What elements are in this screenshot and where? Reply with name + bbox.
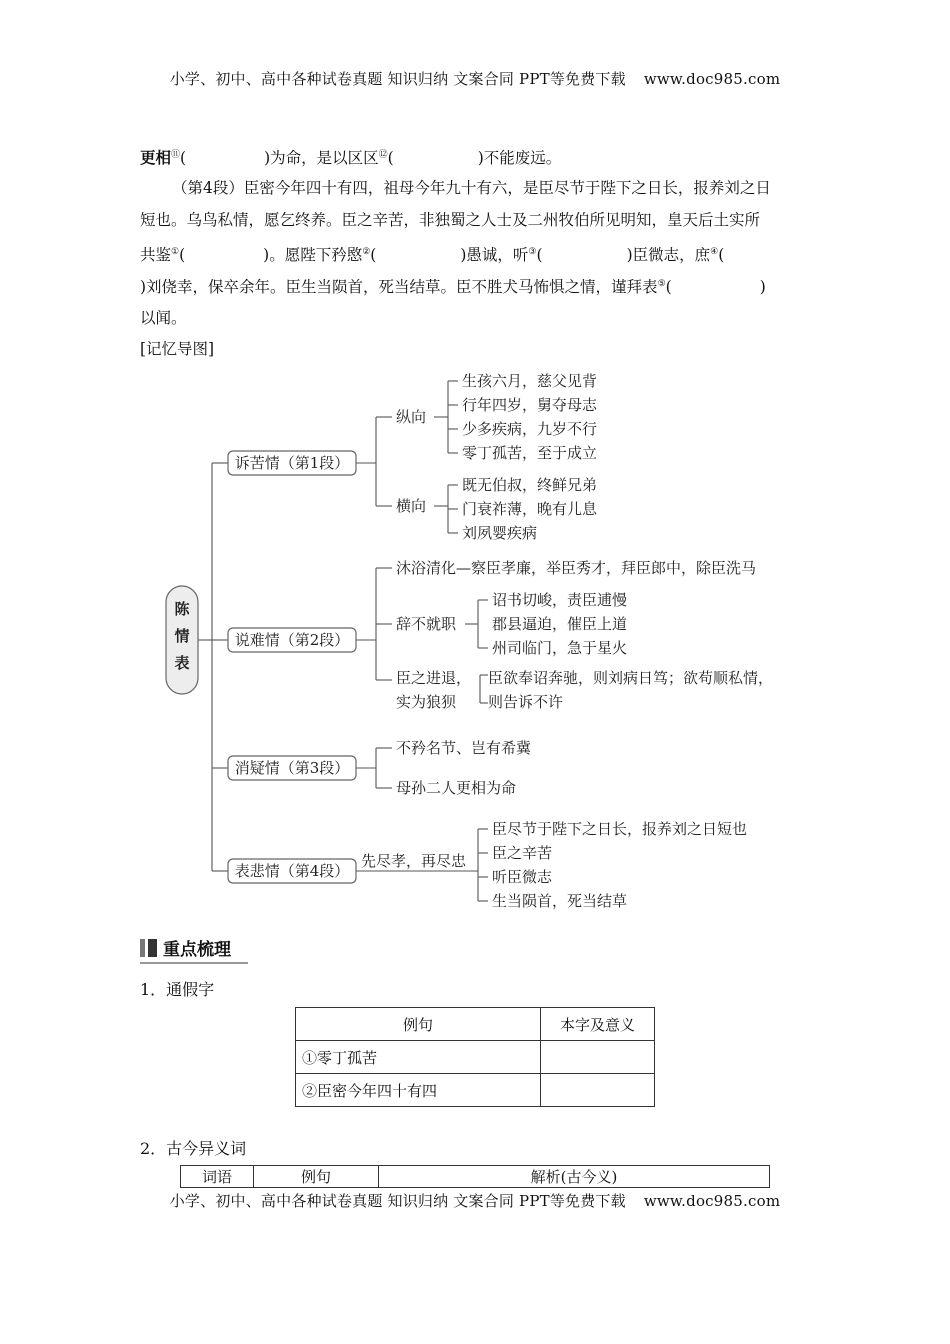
heading-bar-icon [148,939,157,957]
text-segment: )。愿陛下矜愍 [263,246,363,265]
table-header-cell: 例句 [254,1166,379,1188]
text-segment: )臣微志，庶 [626,246,711,265]
branch-node-2 [228,628,356,652]
text-segment: )刘侥幸，保卒余年。臣生当陨首，死当结草。臣不胜犬马怖惧之情，谨拜表 [140,278,658,297]
table-header-cell: 本字及意义 [541,1008,655,1041]
table-row [296,1074,655,1107]
paren-open: ( [536,246,543,265]
section-heading [140,935,231,960]
table-header-cell: 例句 [296,1008,541,1041]
sub-label-cibujiuzhi: 辞不就职 [396,615,457,633]
table-tongjiazi [295,1007,655,1107]
mindmap-label: [记忆导图] [140,340,215,358]
table-cell: ①零丁孤苦 [296,1041,541,1074]
branch-label-3: 消疑情（第3段） [234,759,350,777]
paren-open: ( [179,246,186,265]
term-gengxiang: 更相 [140,148,172,168]
header-text: 小学、初中、高中各种试卷真题 知识归纳 文案合同 PPT等免费下载 [169,70,626,88]
leaf-item: 既无伯叔，终鲜兄弟 [462,476,598,494]
paren-open: ( [180,149,187,168]
header-site: www.doc985.com [643,70,781,88]
leaf-item: 臣欲奉诏奔驰，则刘病日笃；欲苟顺私情， [488,669,774,687]
leaf-item: 臣尽节于陛下之日长，报养刘之日短也 [492,820,748,838]
section-title: 重点梳理 [163,940,231,960]
sub-label-hengxiang: 横向 [396,497,427,515]
passage-line-2: （第4段）臣密今年四十有四，祖母今年九十有六，是臣尽节于陛下之日长，报养刘之日 [172,179,771,197]
leaf-item: 听臣微志 [492,868,553,886]
table-header-row [296,1008,655,1041]
branch-node-1 [228,451,356,475]
heading-bar-icon [140,939,145,957]
text-segment: )愚诚，听 [460,246,529,265]
passage-line-3: 短也。乌鸟私情，愿乞终养。臣之辛苦，非独蜀之人士及二州牧伯所见明知，皇天后土实所 [140,211,761,229]
term-gongjian: 共鉴 [140,246,172,265]
leaf-item: 郡县逼迫，催臣上道 [492,615,628,633]
note-marker: ⑫ [378,150,388,160]
branch-node-4 [228,859,356,883]
paren-open: ( [718,246,725,265]
leaf-item: 门衰祚薄，晚有儿息 [462,500,598,518]
mindmap-root-node [166,586,198,694]
leaf-item: 行年四岁，舅夺母志 [462,396,598,414]
mindmap-root-label: 陈情表 [174,600,190,672]
leaf-item: 诏书切峻，责臣逋慢 [492,591,628,609]
subsection-2-title: 2．古今异义词 [140,1139,247,1158]
table-row [296,1041,655,1074]
table-cell [541,1074,655,1107]
leaf-item: 沐浴清化—察臣孝廉，举臣秀才，拜臣郎中，除臣洗马 [396,559,757,577]
leaf-item: 母孙二人更相为命 [396,779,517,797]
table-cell: ②臣密今年四十有四 [296,1074,541,1107]
branch-node-3 [228,756,356,780]
branch-label-2: 说难情（第2段） [234,631,350,649]
table-cell [541,1041,655,1074]
table-header-cell: 解析(古今义) [379,1166,770,1188]
footer-text: 小学、初中、高中各种试卷真题 知识归纳 文案合同 PPT等免费下载 [169,1192,626,1210]
table-header-cell: 词语 [181,1166,254,1188]
paren-open: ( [665,278,672,297]
footer-site: www.doc985.com [643,1192,781,1210]
leaf-item: 不矜名节、岂有希冀 [396,739,532,757]
leaf-item: 州司临门，急于星火 [492,639,628,657]
paren-open: ( [370,246,377,265]
passage-line-6: 以闻。 [140,309,187,327]
note-marker: ⑪ [171,150,181,160]
text-segment: )为命，是以区区 [264,149,379,168]
paren-close: ) [759,278,766,297]
note-marker: ① [171,247,180,257]
sub-label-jinxiao: 先尽孝，再尽忠 [361,852,467,870]
leaf-item: 臣之辛苦 [492,844,553,862]
paren-open: ( [387,149,394,168]
leaf-item: 生孩六月，慈父见背 [462,372,598,390]
leaf-item: 刘夙婴疾病 [462,524,538,542]
text-segment: )不能废远。 [477,149,562,168]
note-marker: ④ [710,247,719,257]
branch-label-1: 诉苦情（第1段） [234,454,350,472]
leaf-item: 生当陨首，死当结草 [492,892,628,910]
note-marker: ⑤ [657,279,666,289]
page-footer [0,1190,950,1211]
leaf-item: 少多疾病，九岁不行 [462,420,598,438]
leaf-item: 零丁孤苦，至于成立 [462,444,598,462]
table-gujin [180,1165,770,1188]
leaf-item: 则告诉不许 [488,693,564,711]
sub-label-jintui-2: 实为狼狈 [396,693,457,711]
sub-label-zongxiang: 纵向 [396,408,427,426]
table-header-row [181,1166,770,1188]
branch-label-4: 表悲情（第4段） [234,862,350,880]
sub-label-jintui-1: 臣之进退， [396,669,472,687]
subsection-1-title: 1．通假字 [140,980,215,999]
note-marker: ② [362,247,371,257]
note-marker: ③ [528,247,537,257]
